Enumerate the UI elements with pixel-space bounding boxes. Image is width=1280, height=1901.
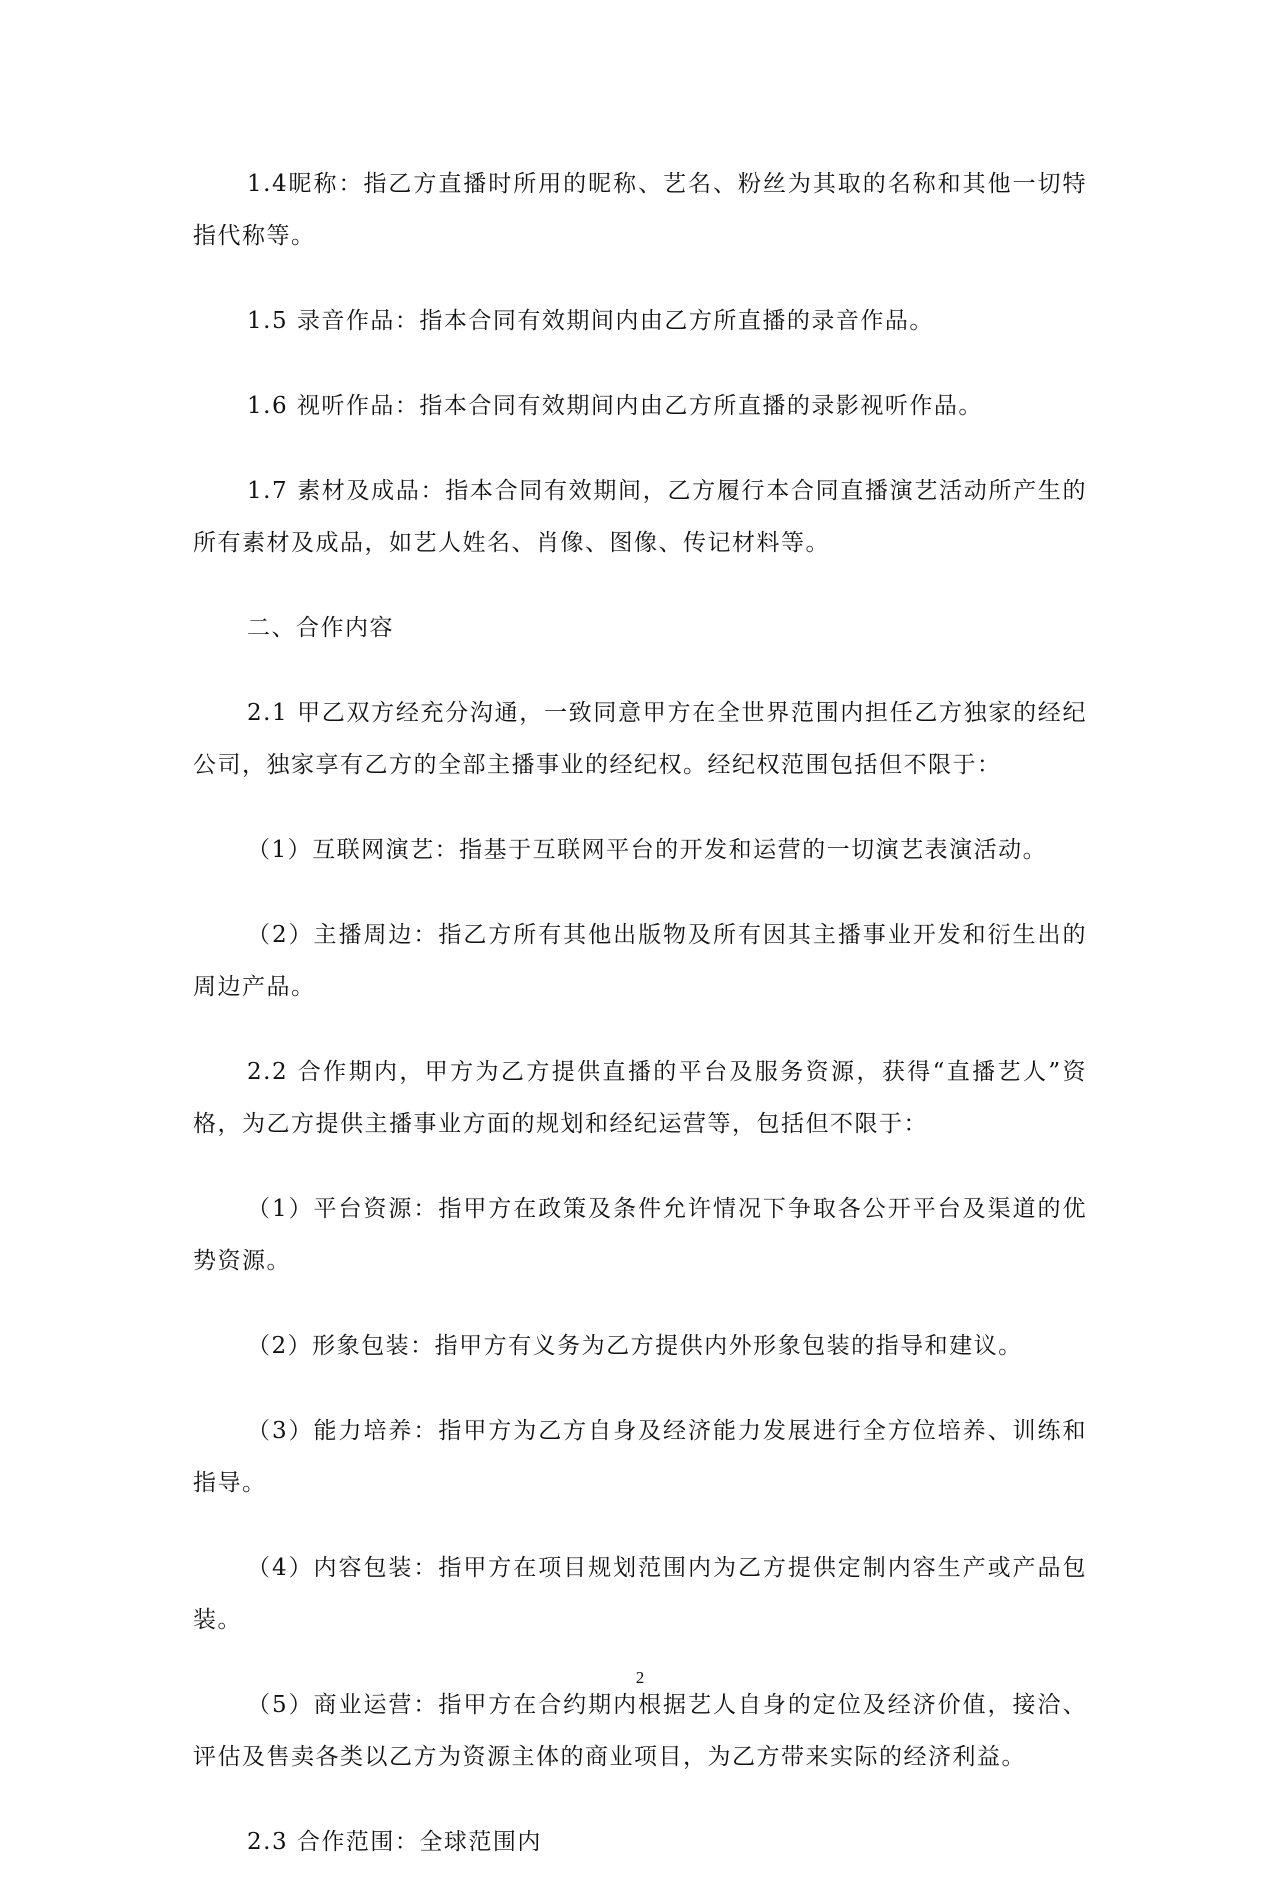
clause-2-1: 2.1 甲乙双方经充分沟通，一致同意甲方在全世界范围内担任乙方独家的经纪公司，独家享有乙方的全部主播事业的经纪权。经纪权范围包括但不限于： [193,700,1087,778]
clause-2-2-item-4: （4）内容包装：指甲方在项目规划范围内为乙方提供定制内容生产或产品包装。 [193,1555,1087,1633]
clause-1-7-materials: 1.7 素材及成品：指本合同有效期间，乙方履行本合同直播演艺活动所产生的所有素材及成品，如艺人姓名、肖像、图像、传记材料等。 [193,478,1087,556]
clause-2-2-item-2: （2）形象包装：指甲方有义务为乙方提供内外形象包装的指导和建议。 [247,1333,1023,1359]
clause-1-6-audiovisual-works: 1.6 视听作品：指本合同有效期间内由乙方所直播的录影视听作品。 [247,393,983,419]
clause-1-5-audio-works: 1.5 录音作品：指本合同有效期间内由乙方所直播的录音作品。 [247,308,934,334]
clause-2-3: 2.3 合作范围：全球范围内 [247,1829,542,1855]
clause-2-2-item-5: （5）商业运营：指甲方在合约期内根据艺人自身的定位及经济价值，接洽、评估及售卖各类以乙方为资源主体的商业项目，为乙方带来实际的经济利益。 [193,1692,1087,1770]
page-number: 2 [635,1668,645,1687]
document-body [193,158,1087,1901]
section-heading-cooperation: 二、合作内容 [247,615,394,641]
clause-2-2-item-1: （1）平台资源：指甲方在政策及条件允许情况下争取各公开平台及渠道的优势资源。 [193,1196,1087,1274]
clause-1-4-nickname: 1.4昵称：指乙方直播时所用的昵称、艺名、粉丝为其取的名称和其他一切特指代称等。 [193,171,1087,249]
clause-2-1-item-1: （1）互联网演艺：指基于互联网平台的开发和运营的一切演艺表演活动。 [247,837,1048,863]
clause-2-2: 2.2 合作期内，甲方为乙方提供直播的平台及服务资源，获得“直播艺人”资格，为乙方提供主播事业方面的规划和经纪运营等，包括但不限于： [193,1059,1087,1137]
clause-2-1-item-2: （2）主播周边：指乙方所有其他出版物及所有因其主播事业开发和衍生出的周边产品。 [193,922,1087,1000]
clause-2-2-item-3: （3）能力培养：指甲方为乙方自身及经济能力发展进行全方位培养、训练和指导。 [193,1418,1087,1496]
